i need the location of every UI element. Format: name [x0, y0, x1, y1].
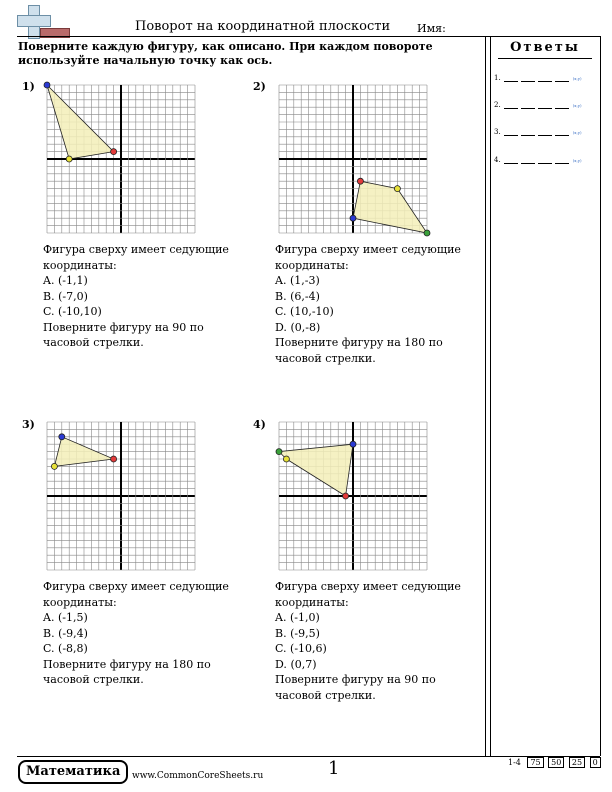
- vertex-label: A.: [43, 274, 55, 287]
- vertex-label: C.: [43, 305, 55, 318]
- vertex-coordinate: [275, 641, 475, 657]
- answers-underline: [498, 58, 592, 59]
- problem-intro: Фигура сверху имеет седующие координаты:: [43, 243, 229, 272]
- problem-intro: Фигура сверху имеет седующие координаты:: [275, 580, 461, 609]
- answer-blank[interactable]: [521, 129, 535, 136]
- score-range: 1-4: [508, 758, 521, 767]
- problem-number: 1): [22, 80, 35, 93]
- answer-number: 4.: [494, 156, 501, 164]
- vertex-value: (-10,10): [58, 305, 102, 318]
- score-table: [504, 757, 601, 768]
- vertex-point: [276, 449, 282, 455]
- score-cell: 75: [527, 757, 543, 768]
- vertex-coordinate: [275, 657, 475, 673]
- vertex-point: [350, 441, 356, 447]
- answer-blank[interactable]: [555, 75, 569, 82]
- vertex-label: A.: [275, 611, 287, 624]
- vertex-point: [343, 493, 349, 499]
- answer-blank[interactable]: [555, 157, 569, 164]
- vertex-point: [283, 456, 289, 462]
- answer-blank[interactable]: [538, 157, 552, 164]
- problem-number: 3): [22, 418, 35, 431]
- vertex-value: (0,-8): [290, 320, 321, 334]
- problem-text: [275, 579, 475, 703]
- logo-plus-bar: [17, 15, 51, 27]
- answer-number: 2.: [494, 101, 501, 109]
- page-title: Поворот на координатной плоскости: [135, 19, 391, 34]
- vertex-point: [66, 156, 72, 162]
- rotation-instruction: Поверните фигуру на 90 по часовой стрелки.: [43, 320, 204, 349]
- answer-hint: (x,y): [572, 130, 582, 135]
- vertex-point: [357, 178, 363, 184]
- vertex-value: (-1,5): [57, 611, 88, 624]
- vertex-value: (-9,4): [58, 626, 88, 640]
- answer-border: [600, 36, 601, 756]
- vertex-label: B.: [43, 626, 55, 640]
- vertex-coordinate: [43, 610, 243, 626]
- vertex-point: [51, 463, 57, 469]
- vertex-value: (1,-3): [289, 274, 320, 287]
- answer-divider: [485, 36, 486, 756]
- vertex-label: C.: [275, 305, 287, 318]
- vertex-coordinate: [43, 626, 243, 642]
- vertex-label: C.: [275, 642, 287, 655]
- answer-blank[interactable]: [538, 102, 552, 109]
- vertex-coordinate: [275, 289, 475, 305]
- vertex-coordinate: [43, 289, 243, 305]
- vertex-point: [394, 186, 400, 192]
- answer-row[interactable]: [494, 74, 598, 82]
- answer-divider-inner: [490, 36, 491, 756]
- answer-blank[interactable]: [555, 102, 569, 109]
- answers-title: Ответы: [510, 40, 580, 55]
- vertex-label: D.: [275, 657, 287, 671]
- vertex-label: C.: [43, 642, 55, 655]
- problem-number: 2): [253, 80, 266, 93]
- coordinate-grid: [279, 85, 427, 233]
- answer-blank[interactable]: [504, 102, 518, 109]
- vertex-coordinate: [275, 320, 475, 336]
- vertex-label: B.: [43, 289, 55, 303]
- vertex-coordinate: [43, 273, 243, 289]
- vertex-point: [424, 230, 430, 236]
- vertex-value: (-1,1): [57, 274, 88, 287]
- coordinate-grid: [47, 85, 195, 233]
- vertex-coordinate: [275, 273, 475, 289]
- vertex-value: (-10,6): [290, 642, 327, 655]
- answer-blank[interactable]: [504, 75, 518, 82]
- answer-hint: (x,y): [572, 158, 582, 163]
- vertex-value: (0,7): [290, 657, 317, 671]
- answer-blank[interactable]: [538, 129, 552, 136]
- vertex-coordinate: [275, 626, 475, 642]
- answer-hint: (x,y): [572, 76, 582, 81]
- vertex-value: (-1,0): [289, 611, 320, 624]
- problem-text: [43, 242, 243, 351]
- answer-blank[interactable]: [521, 102, 535, 109]
- vertex-point: [350, 215, 356, 221]
- vertex-label: A.: [43, 611, 55, 624]
- answer-hint: (x,y): [572, 103, 582, 108]
- brand-badge: Математика: [18, 760, 128, 784]
- problem-number: 4): [253, 418, 266, 431]
- vertex-coordinate: [43, 641, 243, 657]
- vertex-value: (10,-10): [290, 305, 334, 318]
- vertex-point: [59, 434, 65, 440]
- rotation-instruction: Поверните фигуру на 90 по часовой стрелки.: [275, 673, 436, 702]
- vertex-coordinate: [275, 304, 475, 320]
- answer-blank[interactable]: [538, 75, 552, 82]
- score-cell: 25: [569, 757, 585, 768]
- problem-text: [43, 579, 243, 688]
- answer-row[interactable]: [494, 101, 598, 109]
- answer-blank[interactable]: [504, 129, 518, 136]
- answer-row[interactable]: [494, 156, 598, 164]
- vertex-label: A.: [275, 274, 287, 287]
- vertex-value: (-9,5): [290, 626, 320, 640]
- answer-number: 1.: [494, 74, 501, 82]
- header-divider: [17, 36, 600, 37]
- vertex-coordinate: [43, 304, 243, 320]
- site-url: www.CommonCoreSheets.ru: [132, 771, 264, 781]
- answer-blank[interactable]: [555, 129, 569, 136]
- answer-row[interactable]: [494, 128, 598, 136]
- page-number: 1: [328, 758, 340, 779]
- coordinate-grid: [47, 422, 195, 570]
- problem-text: [275, 242, 475, 366]
- vertex-value: (6,-4): [290, 289, 320, 303]
- answer-blank[interactable]: [521, 157, 535, 164]
- shape-polygon: [353, 181, 427, 233]
- answer-number: 3.: [494, 128, 501, 136]
- rotation-instruction: Поверните фигуру на 180 по часовой стрелки.: [43, 657, 211, 686]
- answer-blank[interactable]: [521, 75, 535, 82]
- vertex-point: [111, 456, 117, 462]
- score-cell: 50: [548, 757, 564, 768]
- vertex-coordinate: [275, 610, 475, 626]
- coordinate-grid: [279, 422, 427, 570]
- vertex-label: B.: [275, 289, 287, 303]
- vertex-point: [44, 82, 50, 88]
- vertex-point: [111, 149, 117, 155]
- vertex-label: D.: [275, 320, 287, 334]
- answer-blank[interactable]: [504, 157, 518, 164]
- rotation-instruction: Поверните фигуру на 180 по часовой стрелки.: [275, 336, 443, 365]
- name-label: Имя:: [417, 22, 446, 35]
- vertex-value: (-8,8): [58, 642, 88, 655]
- score-cell: 0: [590, 757, 601, 768]
- problem-intro: Фигура сверху имеет седующие координаты:: [275, 243, 461, 272]
- problem-intro: Фигура сверху имеет седующие координаты:: [43, 580, 229, 609]
- instructions: Поверните каждую фигуру, как описано. При каждом повороте используйте начальную точку как ось.: [18, 40, 433, 67]
- vertex-label: B.: [275, 626, 287, 640]
- vertex-value: (-7,0): [58, 289, 88, 303]
